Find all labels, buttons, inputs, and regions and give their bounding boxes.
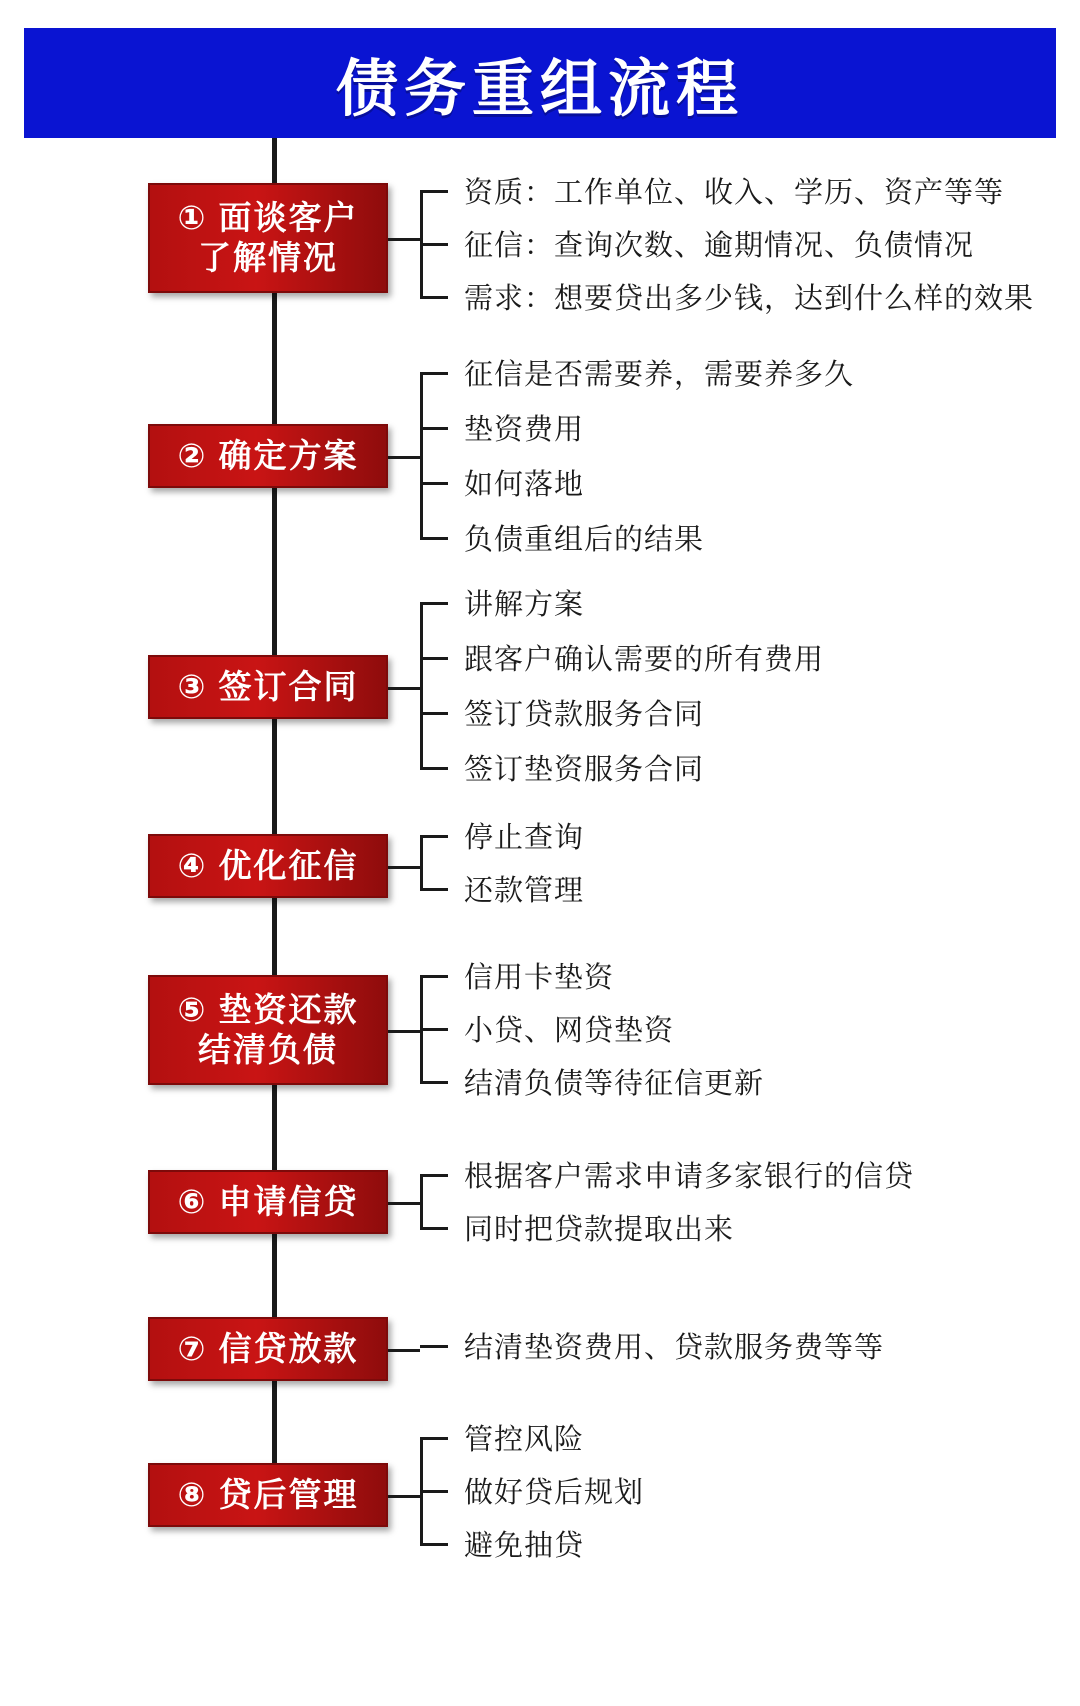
step-label: 确定方案 (218, 436, 359, 474)
step-number: ⑤ (177, 990, 219, 1028)
branch-tick (420, 1174, 448, 1177)
step-number: ③ (177, 667, 219, 705)
step-detail-item: 结清垫资费用、贷款服务费等等 (464, 1332, 885, 1364)
step-label: 贷后管理 (218, 1475, 359, 1513)
step-detail-item: 垫资费用 (464, 414, 585, 446)
branch-bracket (420, 1174, 423, 1227)
branch-tick (420, 372, 448, 375)
flow-spine (272, 138, 277, 1518)
step-label: 结清负债 (198, 1031, 338, 1068)
step-box (148, 1170, 388, 1234)
page-title: 债务重组流程 (335, 54, 744, 124)
title-banner (24, 28, 1056, 138)
step-number: ① (177, 198, 219, 236)
step-number: ④ (177, 846, 219, 884)
step-detail-item: 跟客户确认需要的所有费用 (464, 644, 825, 676)
step-detail-item: 结清负债等待征信更新 (464, 1068, 765, 1100)
branch-bracket (420, 602, 423, 767)
branch-tick (420, 1028, 448, 1031)
branch-tick (420, 537, 448, 540)
branch-connector (388, 238, 420, 241)
step-number: ⑧ (177, 1475, 219, 1513)
branch-tick (420, 482, 448, 485)
step-label: 面谈客户 (218, 198, 359, 236)
step-box (148, 834, 388, 898)
branch-tick (420, 1227, 448, 1230)
step-number: ⑦ (177, 1329, 219, 1367)
step-detail-item: 资质：工作单位、收入、学历、资产等等 (464, 177, 1005, 209)
branch-tick (420, 190, 448, 193)
branch-connector (388, 866, 420, 869)
step-detail-item: 做好贷后规划 (464, 1477, 645, 1509)
step-label: 信贷放款 (218, 1329, 359, 1367)
step-label: 了解情况 (198, 239, 338, 276)
branch-tick (420, 296, 448, 299)
step-detail-item: 信用卡垫资 (464, 962, 615, 994)
step-detail-item: 需求：想要贷出多少钱，达到什么样的效果 (464, 283, 1035, 315)
step-detail-item: 征信是否需要养，需要养多久 (464, 359, 855, 391)
branch-tick (420, 1345, 448, 1348)
step-detail-item: 讲解方案 (464, 589, 585, 621)
step-number: ⑥ (177, 1182, 219, 1220)
branch-connector (388, 456, 420, 459)
step-detail-item: 小贷、网贷垫资 (464, 1015, 675, 1047)
branch-tick (420, 888, 448, 891)
step-detail-item: 同时把贷款提取出来 (464, 1214, 735, 1246)
step-number: ② (177, 436, 219, 474)
branch-tick (420, 975, 448, 978)
step-detail-item: 签订垫资服务合同 (464, 754, 705, 786)
step-detail-item: 避免抽贷 (464, 1530, 585, 1562)
branch-tick (420, 1543, 448, 1546)
branch-connector (388, 1349, 420, 1352)
branch-connector (388, 1030, 420, 1033)
step-box (148, 424, 388, 488)
branch-tick (420, 602, 448, 605)
branch-connector (388, 687, 420, 690)
step-detail-item: 停止查询 (464, 822, 585, 854)
step-detail-item: 还款管理 (464, 875, 585, 907)
branch-tick (420, 427, 448, 430)
step-detail-item: 如何落地 (464, 469, 585, 501)
step-label: 优化征信 (218, 846, 359, 884)
step-box (148, 655, 388, 719)
step-detail-item: 负债重组后的结果 (464, 524, 705, 556)
step-box (148, 1463, 388, 1527)
branch-tick (420, 835, 448, 838)
branch-tick (420, 767, 448, 770)
step-detail-item: 根据客户需求申请多家银行的信贷 (464, 1161, 915, 1193)
step-label: 垫资还款 (218, 990, 359, 1028)
branch-connector (388, 1495, 420, 1498)
branch-tick (420, 657, 448, 660)
step-box (148, 975, 388, 1085)
branch-tick (420, 243, 448, 246)
branch-connector (388, 1202, 420, 1205)
step-box (148, 183, 388, 293)
step-detail-item: 管控风险 (464, 1424, 585, 1456)
step-label: 申请信贷 (218, 1182, 359, 1220)
branch-tick (420, 1081, 448, 1084)
branch-bracket (420, 372, 423, 537)
branch-tick (420, 712, 448, 715)
branch-tick (420, 1437, 448, 1440)
branch-bracket (420, 835, 423, 888)
step-detail-item: 征信：查询次数、逾期情况、负债情况 (464, 230, 975, 262)
step-label: 签订合同 (218, 667, 359, 705)
step-box (148, 1317, 388, 1381)
branch-tick (420, 1490, 448, 1493)
step-detail-item: 签订贷款服务合同 (464, 699, 705, 731)
